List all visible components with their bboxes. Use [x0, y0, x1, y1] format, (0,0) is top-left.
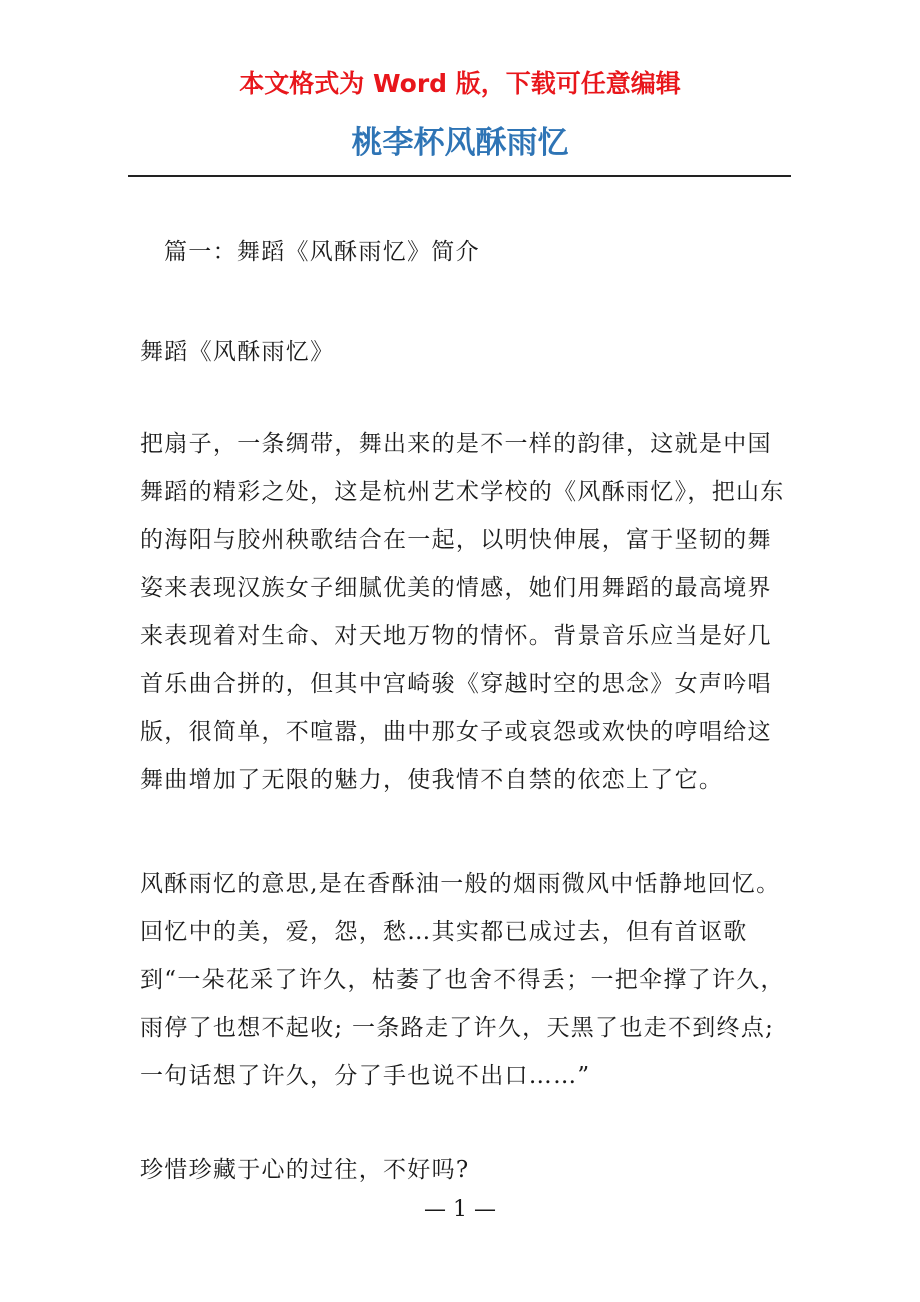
section-heading: 篇一：舞蹈《风酥雨忆》简介 — [164, 239, 480, 265]
paragraph: 舞蹈《风酥雨忆》 — [140, 339, 335, 365]
document-title: 桃李杯风酥雨忆 — [351, 125, 569, 161]
page-number: — 1 — — [424, 1197, 496, 1222]
paragraph: 珍惜珍藏于心的过往，不好吗? — [140, 1157, 470, 1183]
title-divider — [128, 175, 791, 177]
paragraph: 风酥雨忆的意思,是在香酥油一般的烟雨微风中恬静地回忆。回忆中的美，爱，怨，愁…其实都已成过去，但有首讴歌到“一朵花采了许久，枯萎了也舍不得丢；一把伞撑了许久，雨停了也想不起收; 一条路走了许久，天黑了也走不到终点; 一句话想了许久，分了手也说不出口……” — [140, 871, 785, 1089]
download-notice: 本文格式为 Word 版，下载可任意编辑 — [239, 69, 681, 98]
paragraph: 把扇子，一条绸带，舞出来的是不一样的韵律，这就是中国舞蹈的精彩之处，这是杭州艺术学校的《风酥雨忆》，把山东的海阳与胶州秧歌结合在一起，以明快伸展，富于坚韧的舞姿来表现汉族女子细腻优美的情感，她们用舞蹈的最高境界来表现着对生命、对天地万物的情怀。背景音乐应当是好几首乐曲合拼的，但其中宫崎骏《穿越时空的思念》女声吟唱版，很简单，不喧嚣，曲中那女子或哀怨或欢快的哼唱给这舞曲增加了无限的魅力，使我情不自禁的依恋上了它。 — [140, 431, 785, 793]
